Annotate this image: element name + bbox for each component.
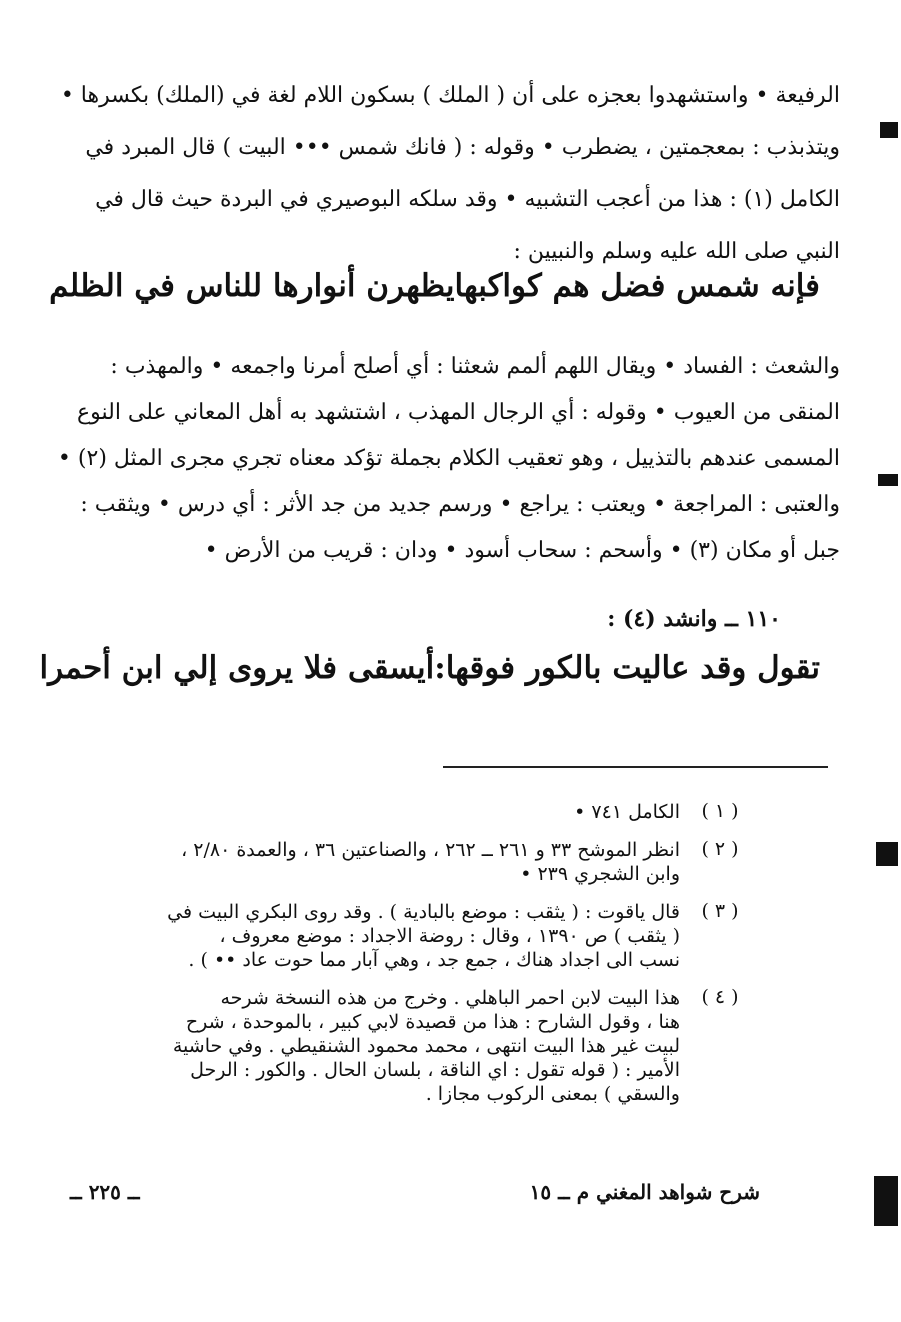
verse-1	[49, 268, 820, 304]
verse-2	[39, 650, 820, 686]
footnotes	[70, 800, 760, 1120]
section-heading: ١١٠ ــ وانشد (٤) :	[607, 606, 781, 632]
footnote-body	[70, 900, 680, 972]
verse-1-first-hemistich: فإنه شمس فضل هم كواكبها	[454, 268, 820, 304]
footnote-line: الكامل ٧٤١ •	[574, 801, 680, 823]
footnote-divider	[443, 766, 828, 768]
footnote-line: الأمير : ( قوله تقول : اي الناقة ، بلسان الحال . والكور : الرحل	[190, 1059, 680, 1081]
footnote-line: قال ياقوت : ( يثقب : موضع بالبادية ) . وقد روى البكري البيت في	[167, 901, 680, 923]
footnote-body	[70, 838, 680, 886]
paragraph-1-line: ويتذبذب : بمعجمتين ، يضطرب • وقوله : ( فانك شمس ••• البيت ) قال المبرد في	[85, 135, 840, 160]
verse-2-second-hemistich: أيسقى فلا يروى إلي ابن أحمرا	[39, 650, 435, 686]
footnote-line: ( يثقب ) ص ١٣٩٠ ، وقال : روضة الاجداد : موضع معروف ،	[219, 925, 680, 947]
paragraph-2-line: المنقى من العيوب • وقوله : أي الرجال المهذب ، اشتشهد به أهل المعاني على النوع	[76, 400, 840, 425]
verse-1-second-hemistich: يظهرن أنوارها للناس في الظلم	[49, 268, 455, 304]
footnote-body	[70, 986, 680, 1106]
footnote	[70, 800, 760, 824]
footnote	[70, 900, 760, 972]
footnote-line: هذا البيت لابن احمر الباهلي . وخرج من هذه النسخة شرحه	[220, 987, 680, 1009]
paragraph-2-line: المسمى عندهم بالتذييل ، وهو تعقيب الكلام بجملة تؤكد معناه تجري مجرى المثل (٢) •	[57, 446, 840, 471]
verse-2-first-hemistich: تقول وقد عاليت بالكور فوقها:	[434, 650, 820, 686]
paragraph-1-line: الكامل (١) : هذا من أعجب التشبيه • وقد سلكه البوصيري في البردة حيث قال في	[95, 187, 840, 212]
footnote	[70, 986, 760, 1106]
scan-mark	[878, 474, 898, 486]
footnote-line: والسقي ) بمعنى الركوب مجازا .	[425, 1083, 680, 1105]
footnote	[70, 838, 760, 886]
footnote-line: وابن الشجري ٢٣٩ •	[520, 863, 680, 885]
footnote-number: ( ٢ )	[701, 838, 739, 860]
scan-mark	[876, 842, 898, 866]
footnote-number: ( ٣ )	[701, 900, 739, 922]
page-number: ــ ٢٢٥ ــ	[70, 1180, 140, 1204]
page-footer	[70, 1180, 760, 1204]
footnote-number: ( ٤ )	[701, 986, 739, 1008]
scan-mark	[874, 1176, 898, 1226]
paragraph-2-line: جبل أو مكان (٣) • وأسحم : سحاب أسود • ودان : قريب من الأرض •	[204, 538, 840, 563]
paragraph-2-line: والشعث : الفساد • ويقال اللهم ألمم شعثنا : أي أصلح أمرنا واجمعه • والمهذب :	[110, 354, 840, 379]
footer-title: شرح شواهد المغني م ــ ١٥	[529, 1180, 760, 1204]
paragraph-1	[60, 70, 840, 278]
paragraph-2	[57, 344, 840, 574]
scan-mark	[880, 122, 898, 138]
footnote-line: نسب الى اجداد هناك ، جمع جد ، وهي آبار مما حوت عاد •• ) .	[188, 949, 680, 971]
footnote-line: انظر الموشح ٣٣ و ٢٦١ ــ ٢٦٢ ، والصناعتين ٣٦ ، والعمدة ٢/٨٠ ،	[181, 839, 680, 861]
footnote-number: ( ١ )	[701, 800, 739, 822]
paragraph-2-line: والعتبى : المراجعة • ويعتب : يراجع • ورسم جديد من جد الأثر : أي درس • ويثقب :	[80, 492, 840, 517]
footnote-line: لبيت غير هذا البيت انتهى ، محمد محمود الشنقيطي . وفي حاشية	[172, 1035, 680, 1057]
footnote-line: هنا ، وقول الشارح : هذا من قصيدة لابي كبير ، بالموحدة ، شرح	[185, 1011, 680, 1033]
paragraph-1-line: الرفيعة • واستشهدوا بعجزه على أن ( الملك ) بسكون اللام لغة في (الملك) بكسرها •	[60, 83, 840, 108]
footnote-body	[70, 800, 680, 824]
paragraph-1-line: النبي صلى الله عليه وسلم والنبيين :	[513, 239, 840, 264]
